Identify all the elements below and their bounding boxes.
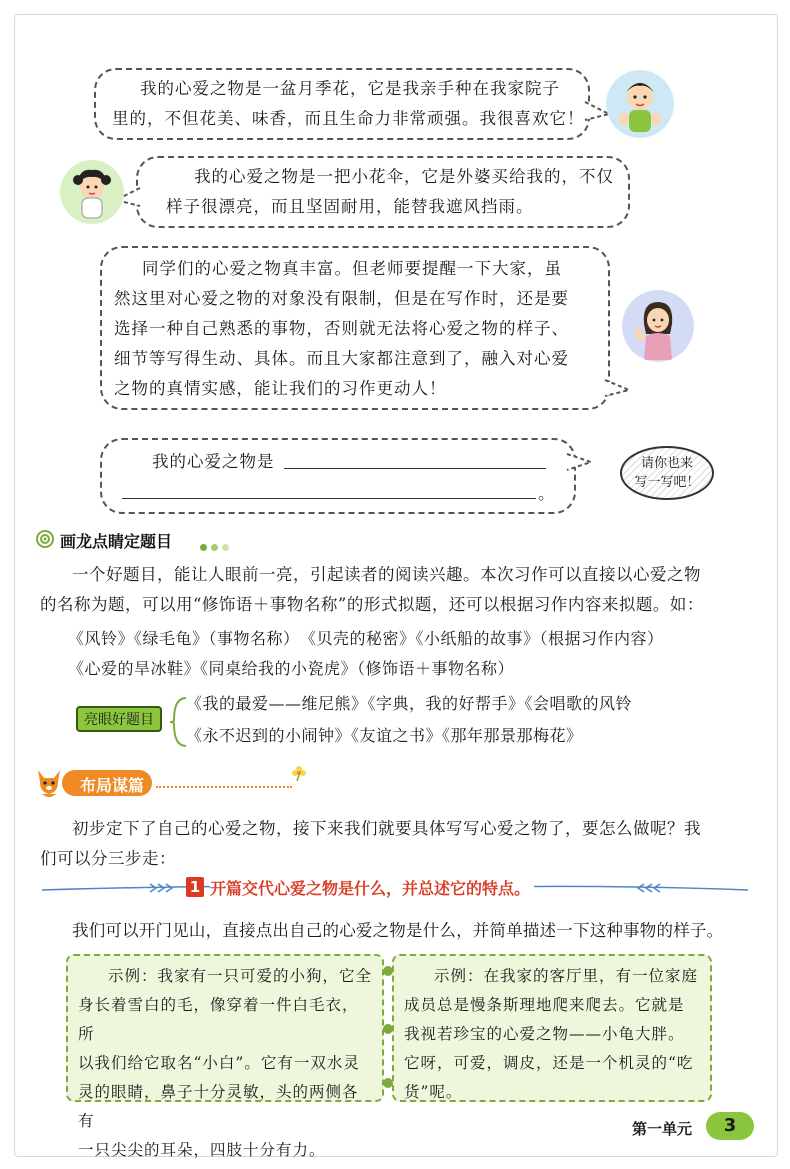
example-left-line-2: 身长着雪白的毛，像穿着一件白毛衣，所 — [78, 996, 359, 1043]
layout-para-line-1: 初步定下了自己的心爱之物，接下来我们就要具体写写心爱之物了，要怎么做呢？我 — [72, 819, 701, 838]
title-example-line-2: 《心爱的旱冰鞋》《同桌给我的小瓷虎》（修饰语＋事物名称） — [68, 659, 515, 678]
example-right-line-5: 货”呢。 — [404, 1083, 463, 1101]
example-left-line-1: 示例：我家有一只可爱的小狗，它全 — [108, 967, 373, 985]
teacher-line-5: 之物的真情实感，能让我们的习作更动人！ — [114, 379, 447, 398]
fill-in-line-2[interactable] — [122, 498, 536, 499]
teacher-line-4: 细节等写得生动、具体。而且大家都注意到了，融入对心爱 — [114, 349, 569, 368]
good-title-line-1: 《我的最爱——维尼熊》《字典，我的好帮手》《会唱歌的风铃 — [186, 694, 633, 713]
step-number-badge: 1 — [186, 877, 204, 897]
boy-avatar-icon — [606, 70, 674, 138]
layout-para-line-2: 们可以分三步走： — [40, 849, 176, 868]
title-dots — [200, 536, 229, 555]
speech-bubble-teacher — [100, 246, 610, 410]
fox-mascot-icon — [34, 766, 64, 800]
fill-in-prompt: 我的心爱之物是 — [152, 452, 275, 471]
example-right-line-2: 成员总是慢条斯理地爬来爬去。它就是 — [404, 996, 685, 1014]
footer-unit-label: 第一单元 — [632, 1120, 693, 1138]
layout-title-dotted-line — [156, 786, 292, 788]
write-hint-badge — [620, 446, 714, 500]
example-right-line-3: 我视若珍宝的心爱之物——小龟大胖。 — [404, 1025, 685, 1043]
step-description: 我们可以开门见山，直接点出自己的心爱之物是什么，并简单描述一下这种事物的样子。 — [72, 921, 724, 940]
example-left-line-4: 灵的眼睛，鼻子十分灵敏，头的两侧各有 — [78, 1083, 359, 1130]
bubble-3-tail — [603, 378, 633, 408]
teacher-line-2: 然这里对心爱之物的对象没有限制，但是在写作时，还是要 — [114, 289, 569, 308]
title-example-line-1: 《风铃》《绿毛龟》（事物名称） 《贝壳的秘密》《小纸船的故事》（根据习作内容） — [68, 629, 664, 648]
bubble-1-line-1: 我的心爱之物是一盆月季花，它是我亲手种在我家院子 — [140, 79, 560, 98]
layout-paragraph — [40, 814, 752, 874]
target-icon — [36, 530, 54, 548]
example-box-left — [66, 954, 384, 1159]
hint-line-2: 写一写吧！ — [634, 475, 700, 490]
section-title-layout: 布局谋篇 — [80, 776, 145, 795]
good-titles-list — [186, 688, 756, 752]
example-right-line-1: 示例：在我家的客厅里，有一位家庭 — [434, 967, 699, 985]
speech-bubble-2 — [136, 156, 630, 228]
fill-in-line-1[interactable] — [284, 468, 546, 469]
bubble-4-tail — [565, 452, 595, 482]
bubble-2-line-1: 我的心爱之物是一把小花伞，它是外婆买给我的，不仅 — [194, 167, 614, 186]
step-title: 开篇交代心爱之物是什么，并总述它的特点。 — [210, 876, 534, 899]
pin-icon — [383, 1024, 393, 1034]
teacher-line-1: 同学们的心爱之物真丰富。但老师要提醒一下大家，虽 — [142, 259, 562, 278]
speech-bubble-1 — [94, 68, 590, 140]
bubble-2-line-2: 样子很漂亮，而且坚固耐用，能替我遮风挡雨。 — [166, 197, 534, 216]
bubble-1-line-2: 里的，不但花美、味香，而且生命力非常顽强。我很喜欢它！ — [112, 109, 585, 128]
girl-avatar-icon — [60, 160, 124, 224]
teacher-avatar-icon — [622, 290, 694, 362]
title-examples — [68, 624, 758, 684]
titles-paragraph — [40, 560, 752, 620]
good-title-line-2: 《永不迟到的小闹钟》《友谊之书》《那年那景那梅花》 — [186, 726, 583, 745]
hint-line-1: 请你也来 — [640, 456, 693, 471]
fill-in-end: 。 — [538, 484, 555, 503]
example-right-line-4: 它呀，可爱，调皮，还是一个机灵的“吃 — [404, 1054, 694, 1072]
flower-icon — [290, 764, 308, 782]
pin-icon — [383, 1078, 393, 1088]
section-title-titles: 画龙点睛定题目 — [60, 532, 173, 551]
example-left-line-3: 以我们给它取名“小白”。它有一双水灵 — [78, 1054, 360, 1072]
page-number-badge: 3 — [706, 1112, 754, 1140]
good-titles-tag: 亮眼好题目 — [76, 706, 162, 732]
example-box-right — [392, 954, 712, 1102]
titles-para-line-2: 的名称为题，可以用“修饰语＋事物名称”的形式拟题，还可以根据习作内容来拟题。如： — [40, 595, 704, 614]
pin-icon — [383, 966, 393, 976]
titles-para-line-1: 一个好题目，能让人眼前一亮，引起读者的阅读兴趣。本次习作可以直接以心爱之物 — [72, 565, 701, 584]
example-left-line-5: 一只尖尖的耳朵，四肢十分有力。 — [78, 1141, 326, 1159]
teacher-line-3: 选择一种自己熟悉的事物，否则就无法将心爱之物的样子、 — [114, 319, 569, 338]
good-titles-bracket — [168, 694, 188, 750]
